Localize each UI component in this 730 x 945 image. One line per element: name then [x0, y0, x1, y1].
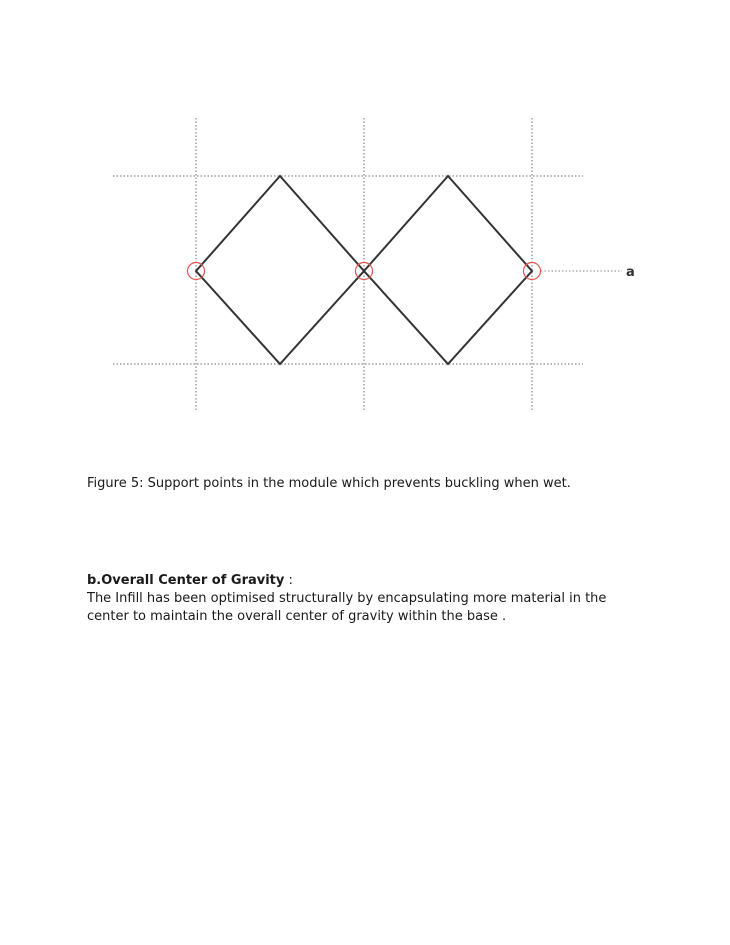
section-heading-title: b.Overall Center of Gravity — [87, 573, 285, 588]
section-body-line-1: The Infill has been optimised structurally by encapsulating more material in the — [87, 591, 607, 606]
diamond-right — [364, 176, 532, 364]
section-heading-suffix: : — [284, 573, 293, 588]
support-points-diagram — [0, 0, 730, 460]
diamond-left — [196, 176, 364, 364]
section-body — [87, 590, 647, 626]
section-heading — [87, 573, 293, 589]
figure-caption: Figure 5: Support points in the module which prevents buckling when wet. — [87, 476, 571, 491]
section-body-line-2: center to maintain the overall center of gravity within the base . — [87, 609, 507, 624]
label-a: a — [626, 265, 635, 280]
